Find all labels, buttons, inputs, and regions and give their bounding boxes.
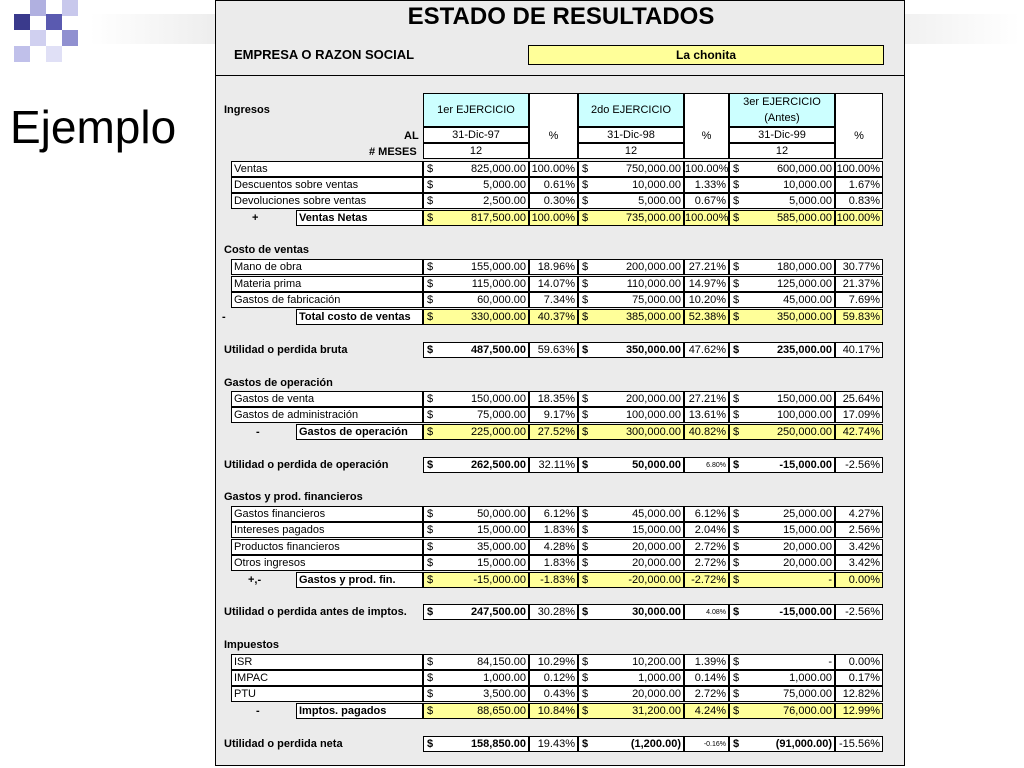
row-value-3: 75,000.00 — [743, 686, 835, 702]
row-pct-3: -2.56% — [835, 457, 883, 473]
row-pct-3: 100.00% — [835, 161, 883, 177]
currency-symbol: $ — [578, 161, 592, 177]
currency-symbol: $ — [729, 736, 743, 752]
currency-symbol: $ — [423, 210, 437, 226]
row-value-3: 25,000.00 — [743, 506, 835, 522]
currency-symbol: $ — [578, 309, 592, 325]
row-value-2: 30,000.00 — [592, 604, 684, 620]
months-2: 12 — [578, 143, 684, 159]
row-value-3: 180,000.00 — [743, 259, 835, 275]
row-pct-1: 0.12% — [529, 670, 578, 686]
row-value-2: 5,000.00 — [592, 193, 684, 209]
currency-symbol: $ — [729, 522, 743, 538]
row-label: Gastos y prod. fin. — [296, 572, 423, 588]
divider — [216, 75, 904, 76]
row-value-3: 100,000.00 — [743, 407, 835, 423]
row-value-2: 31,200.00 — [592, 703, 684, 719]
row-pct-3: 0.17% — [835, 670, 883, 686]
row-label: Imptos. pagados — [296, 703, 423, 719]
row-label: Utilidad o perdida antes de imptos. — [224, 606, 407, 618]
row-value-3: -15,000.00 — [743, 604, 835, 620]
currency-symbol: $ — [729, 210, 743, 226]
slide-title: Ejemplo — [10, 101, 177, 153]
row-pct-3: 0.00% — [835, 654, 883, 670]
ingresos-label: Ingresos — [224, 104, 270, 116]
row-value-1: 155,000.00 — [437, 259, 529, 275]
row-value-1: 115,000.00 — [437, 276, 529, 292]
income-statement-sheet — [215, 0, 905, 766]
currency-symbol: $ — [423, 424, 437, 440]
row-value-2: 385,000.00 — [592, 309, 684, 325]
row-pct-2: 52.38% — [684, 309, 729, 325]
currency-symbol: $ — [423, 539, 437, 555]
row-pct-3: -15.56% — [835, 736, 883, 752]
row-pct-2: -2.72% — [684, 572, 729, 588]
row-label: Gastos de operación — [296, 424, 423, 440]
row-pct-2: 14.97% — [684, 276, 729, 292]
currency-symbol: $ — [423, 407, 437, 423]
row-pct-1: 1.83% — [529, 522, 578, 538]
currency-symbol: $ — [729, 407, 743, 423]
currency-symbol: $ — [578, 259, 592, 275]
currency-symbol: $ — [729, 703, 743, 719]
row-value-1: 84,150.00 — [437, 654, 529, 670]
currency-symbol: $ — [578, 736, 592, 752]
row-pct-1: 0.43% — [529, 686, 578, 702]
decor-square — [62, 0, 78, 16]
currency-symbol: $ — [423, 276, 437, 292]
row-value-1: 225,000.00 — [437, 424, 529, 440]
row-value-1: 262,500.00 — [437, 457, 529, 473]
sheet-title: ESTADO DE RESULTADOS — [407, 3, 715, 30]
row-pct-1: 6.12% — [529, 506, 578, 522]
currency-symbol: $ — [578, 506, 592, 522]
row-sign: - — [256, 426, 260, 438]
header-pct-3: % — [835, 93, 883, 159]
row-value-2: (1,200.00) — [592, 736, 684, 752]
currency-symbol: $ — [423, 555, 437, 571]
row-pct-2: 0.67% — [684, 193, 729, 209]
row-value-1: 330,000.00 — [437, 309, 529, 325]
currency-symbol: $ — [578, 342, 592, 358]
row-pct-1: 100.00% — [529, 161, 578, 177]
row-pct-2: 13.61% — [684, 407, 729, 423]
currency-symbol: $ — [578, 686, 592, 702]
header-pct-2: % — [684, 93, 729, 159]
row-value-3: 15,000.00 — [743, 522, 835, 538]
row-pct-2: 100.00% — [685, 163, 729, 175]
row-label: Gastos de fabricación — [231, 292, 423, 308]
row-pct-3: 7.69% — [835, 292, 883, 308]
row-pct-1: 0.30% — [529, 193, 578, 209]
currency-symbol: $ — [578, 424, 592, 440]
section-gastos-operacion: Gastos de operación — [224, 377, 333, 389]
row-value-2: 15,000.00 — [592, 522, 684, 538]
currency-symbol: $ — [578, 539, 592, 555]
decor-square — [62, 30, 78, 46]
row-value-3: 235,000.00 — [743, 342, 835, 358]
row-value-1: 15,000.00 — [437, 555, 529, 571]
currency-symbol: $ — [729, 391, 743, 407]
decor-square — [14, 14, 30, 30]
row-label: Utilidad o perdida de operación — [224, 459, 389, 471]
row-value-1: 247,500.00 — [437, 604, 529, 620]
row-pct-3: 25.64% — [835, 391, 883, 407]
row-label: Utilidad o perdida bruta — [224, 344, 348, 356]
row-label: Productos financieros — [231, 539, 423, 555]
row-value-1: 5,000.00 — [437, 177, 529, 193]
currency-symbol: $ — [578, 654, 592, 670]
row-value-3: 5,000.00 — [743, 193, 835, 209]
row-pct-3: 2.56% — [835, 522, 883, 538]
decor-square — [14, 46, 30, 62]
row-pct-3: 42.74% — [835, 424, 883, 440]
row-pct-3: 12.82% — [835, 686, 883, 702]
currency-symbol: $ — [729, 342, 743, 358]
currency-symbol: $ — [729, 292, 743, 308]
row-value-1: 158,850.00 — [437, 736, 529, 752]
row-value-2: 200,000.00 — [592, 259, 684, 275]
currency-symbol: $ — [729, 572, 743, 588]
currency-symbol: $ — [423, 654, 437, 670]
currency-symbol: $ — [729, 686, 743, 702]
header-ejercicio-2: 2do EJERCICIO — [578, 93, 684, 127]
row-label: Gastos financieros — [231, 506, 423, 522]
row-pct-2: 2.72% — [684, 539, 729, 555]
row-value-1: 75,000.00 — [437, 407, 529, 423]
row-value-3: 1,000.00 — [743, 670, 835, 686]
section-costo-ventas: Costo de ventas — [224, 244, 309, 256]
row-value-2: 20,000.00 — [592, 555, 684, 571]
currency-symbol: $ — [729, 604, 743, 620]
row-value-3: 150,000.00 — [743, 391, 835, 407]
row-pct-1: 19.43% — [529, 736, 578, 752]
currency-symbol: $ — [423, 736, 437, 752]
currency-symbol: $ — [423, 292, 437, 308]
decor-square — [30, 0, 46, 16]
currency-symbol: $ — [423, 686, 437, 702]
row-value-1: 2,500.00 — [437, 193, 529, 209]
row-pct-3: 100.00% — [835, 210, 883, 226]
row-value-3: (91,000.00) — [743, 736, 835, 752]
row-pct-1: -1.83% — [529, 572, 578, 588]
row-pct-3: 4.27% — [835, 506, 883, 522]
decor-square — [46, 46, 62, 62]
row-value-3: 585,000.00 — [743, 210, 835, 226]
currency-symbol: $ — [578, 522, 592, 538]
row-pct-1: 18.35% — [529, 391, 578, 407]
row-value-2: 10,000.00 — [592, 177, 684, 193]
row-value-3: - — [743, 654, 835, 670]
row-value-1: 1,000.00 — [437, 670, 529, 686]
row-label: Descuentos sobre ventas — [231, 177, 423, 193]
row-value-2: 300,000.00 — [592, 424, 684, 440]
currency-symbol: $ — [423, 457, 437, 473]
row-pct-1: 18.96% — [529, 259, 578, 275]
row-label: Materia prima — [231, 276, 423, 292]
row-pct-3: 12.99% — [835, 703, 883, 719]
row-pct-2: 100.00% — [685, 212, 729, 224]
row-pct-1: 27.52% — [529, 424, 578, 440]
row-value-2: 735,000.00 — [592, 210, 684, 226]
currency-symbol: $ — [578, 457, 592, 473]
row-pct-1: 0.61% — [529, 177, 578, 193]
row-pct-3: 0.83% — [835, 193, 883, 209]
currency-symbol: $ — [423, 342, 437, 358]
row-label: Ventas — [231, 161, 423, 177]
date-1: 31-Dic-97 — [423, 127, 529, 143]
row-label: Mano de obra — [231, 259, 423, 275]
currency-symbol: $ — [578, 407, 592, 423]
row-label: Gastos de venta — [231, 391, 423, 407]
row-value-1: 150,000.00 — [437, 391, 529, 407]
row-value-3: 600,000.00 — [743, 161, 835, 177]
row-pct-2: 6.12% — [684, 506, 729, 522]
header-ejercicio-3 — [729, 93, 835, 127]
row-pct-3: 21.37% — [835, 276, 883, 292]
currency-symbol: $ — [423, 161, 437, 177]
months-1: 12 — [423, 143, 529, 159]
row-label: IMPAC — [231, 670, 423, 686]
currency-symbol: $ — [729, 457, 743, 473]
row-value-2: -20,000.00 — [592, 572, 684, 588]
row-pct-2: 27.21% — [684, 391, 729, 407]
currency-symbol: $ — [729, 555, 743, 571]
currency-symbol: $ — [423, 309, 437, 325]
row-pct-2: 40.82% — [684, 424, 729, 440]
currency-symbol: $ — [423, 177, 437, 193]
row-pct-2: 4.08% — [684, 604, 729, 620]
company-value: La chonita — [528, 45, 884, 65]
currency-symbol: $ — [578, 703, 592, 719]
row-sign: + — [252, 212, 259, 224]
row-pct-2: 10.20% — [684, 292, 729, 308]
row-label: Utilidad o perdida neta — [224, 738, 343, 750]
row-value-2: 20,000.00 — [592, 539, 684, 555]
row-pct-3: 30.77% — [835, 259, 883, 275]
row-pct-2: 27.21% — [684, 259, 729, 275]
currency-symbol: $ — [423, 670, 437, 686]
row-pct-1: 32.11% — [529, 457, 578, 473]
row-value-1: -15,000.00 — [437, 572, 529, 588]
currency-symbol: $ — [423, 703, 437, 719]
row-pct-1: 30.28% — [529, 604, 578, 620]
row-value-3: - — [743, 572, 835, 588]
row-value-2: 200,000.00 — [592, 391, 684, 407]
row-value-1: 50,000.00 — [437, 506, 529, 522]
row-value-1: 825,000.00 — [437, 161, 529, 177]
row-label: Otros ingresos — [231, 555, 423, 571]
row-value-1: 88,650.00 — [437, 703, 529, 719]
section-gastos-financieros: Gastos y prod. financieros — [224, 491, 363, 503]
currency-symbol: $ — [423, 604, 437, 620]
header-pct-1: % — [529, 93, 578, 159]
row-pct-3: 3.42% — [835, 555, 883, 571]
row-pct-1: 100.00% — [529, 210, 578, 226]
row-value-1: 817,500.00 — [437, 210, 529, 226]
months-3: 12 — [729, 143, 835, 159]
currency-symbol: $ — [578, 292, 592, 308]
row-value-3: 20,000.00 — [743, 539, 835, 555]
currency-symbol: $ — [578, 391, 592, 407]
row-value-3: 10,000.00 — [743, 177, 835, 193]
row-value-1: 15,000.00 — [437, 522, 529, 538]
row-pct-2: 4.24% — [684, 703, 729, 719]
row-sign: - — [222, 311, 226, 323]
row-value-1: 60,000.00 — [437, 292, 529, 308]
currency-symbol: $ — [729, 177, 743, 193]
currency-symbol: $ — [729, 276, 743, 292]
meses-label: # MESES — [369, 146, 417, 158]
currency-symbol: $ — [729, 161, 743, 177]
row-value-2: 20,000.00 — [592, 686, 684, 702]
row-label: ISR — [231, 654, 423, 670]
currency-symbol: $ — [729, 424, 743, 440]
row-pct-1: 1.83% — [529, 555, 578, 571]
row-pct-3: 59.83% — [835, 309, 883, 325]
currency-symbol: $ — [729, 259, 743, 275]
currency-symbol: $ — [729, 193, 743, 209]
row-value-3: 76,000.00 — [743, 703, 835, 719]
row-label: Intereses pagados — [231, 522, 423, 538]
row-value-1: 3,500.00 — [437, 686, 529, 702]
row-pct-2: 47.62% — [684, 342, 729, 358]
row-pct-1: 14.07% — [529, 276, 578, 292]
row-pct-2: 2.72% — [684, 686, 729, 702]
row-pct-2: 6.80% — [684, 457, 729, 473]
row-value-2: 750,000.00 — [592, 161, 684, 177]
row-pct-3: 17.09% — [835, 407, 883, 423]
row-pct-3: 3.42% — [835, 539, 883, 555]
row-value-2: 50,000.00 — [592, 457, 684, 473]
row-pct-3: 40.17% — [835, 342, 883, 358]
row-label: PTU — [231, 686, 423, 702]
company-label: EMPRESA O RAZON SOCIAL — [234, 47, 415, 62]
row-label: Devoluciones sobre ventas — [231, 193, 423, 209]
row-pct-1: 4.28% — [529, 539, 578, 555]
row-sign: - — [256, 705, 260, 717]
header-ejercicio-3-line1: 3er EJERCICIO — [743, 96, 821, 108]
currency-symbol: $ — [423, 572, 437, 588]
row-value-3: 45,000.00 — [743, 292, 835, 308]
currency-symbol: $ — [578, 177, 592, 193]
row-value-2: 10,200.00 — [592, 654, 684, 670]
row-label: Total costo de ventas — [296, 309, 423, 325]
row-value-3: 20,000.00 — [743, 555, 835, 571]
row-pct-2: 0.14% — [684, 670, 729, 686]
row-value-2: 100,000.00 — [592, 407, 684, 423]
row-value-2: 350,000.00 — [592, 342, 684, 358]
row-value-2: 110,000.00 — [592, 276, 684, 292]
row-value-3: -15,000.00 — [743, 457, 835, 473]
date-2: 31-Dic-98 — [578, 127, 684, 143]
currency-symbol: $ — [729, 670, 743, 686]
row-value-3: 250,000.00 — [743, 424, 835, 440]
row-value-3: 125,000.00 — [743, 276, 835, 292]
row-pct-1: 10.29% — [529, 654, 578, 670]
row-value-2: 75,000.00 — [592, 292, 684, 308]
row-value-2: 1,000.00 — [592, 670, 684, 686]
row-pct-2: -0.16% — [684, 736, 729, 752]
currency-symbol: $ — [423, 522, 437, 538]
row-sign: +,- — [248, 574, 262, 586]
currency-symbol: $ — [729, 654, 743, 670]
row-pct-2: 2.04% — [684, 522, 729, 538]
row-label: Ventas Netas — [296, 210, 423, 226]
al-label: AL — [404, 130, 419, 142]
row-pct-3: -2.56% — [835, 604, 883, 620]
currency-symbol: $ — [578, 276, 592, 292]
row-pct-1: 10.84% — [529, 703, 578, 719]
currency-symbol: $ — [423, 193, 437, 209]
row-pct-1: 9.17% — [529, 407, 578, 423]
row-pct-2: 2.72% — [684, 555, 729, 571]
row-pct-1: 59.63% — [529, 342, 578, 358]
row-pct-3: 0.00% — [835, 572, 883, 588]
row-value-3: 350,000.00 — [743, 309, 835, 325]
row-label: Gastos de administración — [231, 407, 423, 423]
currency-symbol: $ — [423, 259, 437, 275]
currency-symbol: $ — [578, 193, 592, 209]
row-pct-2: 1.33% — [684, 177, 729, 193]
row-value-1: 487,500.00 — [437, 342, 529, 358]
row-pct-2: 1.39% — [684, 654, 729, 670]
decor-square — [30, 30, 46, 46]
currency-symbol: $ — [578, 604, 592, 620]
currency-symbol: $ — [729, 539, 743, 555]
currency-symbol: $ — [578, 555, 592, 571]
currency-symbol: $ — [423, 506, 437, 522]
currency-symbol: $ — [729, 506, 743, 522]
currency-symbol: $ — [423, 391, 437, 407]
row-pct-1: 7.34% — [529, 292, 578, 308]
row-value-1: 35,000.00 — [437, 539, 529, 555]
decor-square — [46, 14, 62, 30]
currency-symbol: $ — [578, 572, 592, 588]
section-impuestos: Impuestos — [224, 639, 280, 651]
currency-symbol: $ — [578, 670, 592, 686]
currency-symbol: $ — [729, 309, 743, 325]
currency-symbol: $ — [578, 210, 592, 226]
header-ejercicio-1: 1er EJERCICIO — [423, 93, 529, 127]
row-pct-1: 40.37% — [529, 309, 578, 325]
date-3: 31-Dic-99 — [729, 127, 835, 143]
header-ejercicio-3-line2: (Antes) — [764, 112, 800, 124]
row-value-2: 45,000.00 — [592, 506, 684, 522]
row-pct-3: 1.67% — [835, 177, 883, 193]
